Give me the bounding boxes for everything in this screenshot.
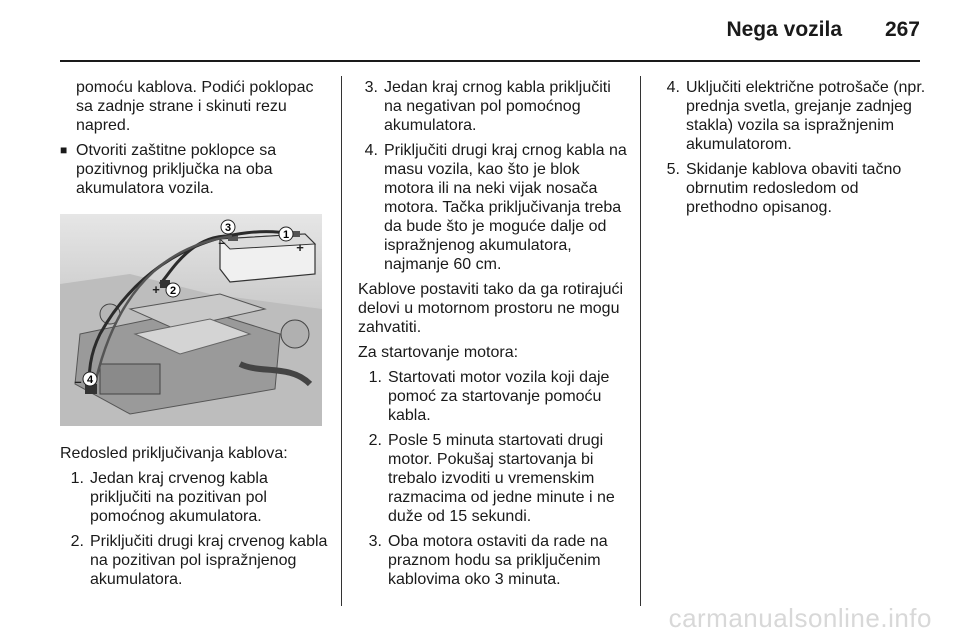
column-divider xyxy=(640,76,641,606)
steps-intro: Redosled priključivanja kablova: xyxy=(60,445,288,462)
plus-sign: + xyxy=(296,240,304,255)
list-item xyxy=(362,368,630,425)
page-header xyxy=(0,0,960,60)
list-item xyxy=(362,431,630,526)
start-engine-title: Za startovanje motora: xyxy=(358,344,519,361)
bullet-item xyxy=(60,141,328,198)
step-number: 3. xyxy=(364,79,378,96)
column-divider xyxy=(341,76,342,606)
watermark-text: carmanualsonline.info xyxy=(668,603,932,633)
figure-label: 1 xyxy=(282,229,290,241)
figure-label: 2 xyxy=(169,285,177,297)
list-item xyxy=(660,78,928,154)
column-right xyxy=(660,78,928,223)
step-number: 3. xyxy=(368,533,382,550)
plus-sign: + xyxy=(152,282,160,297)
step-number: 1. xyxy=(70,470,84,487)
figure-label: 3 xyxy=(224,222,232,234)
step-text: Priključiti drugi kraj crvenog kabla na pozitivan pol ispražnjenog akumulatora. xyxy=(90,533,328,588)
list-item xyxy=(64,532,328,589)
list-item xyxy=(358,141,630,274)
minus-sign: – xyxy=(74,374,82,389)
connection-steps xyxy=(60,469,328,589)
list-item xyxy=(358,78,630,135)
step-number: 2. xyxy=(70,533,84,550)
step-number: 4. xyxy=(364,142,378,159)
page-number: 267 xyxy=(884,18,920,41)
step-number: 2. xyxy=(368,432,382,449)
step-text: Jedan kraj crvenog kabla priključiti na pozitivan pol pomoćnog akumulatora. xyxy=(90,470,268,525)
step-text: Posle 5 minuta startovati drugi motor. Pokušaj startovanja bi trebalo izvoditi u vremenskim razmacima od jedne minute i ne duže od 15 sekundi. xyxy=(388,432,615,525)
step-text: Jedan kraj crnog kabla priključiti na negativan pol pomoćnog akumulatora. xyxy=(384,79,611,134)
step-text: Oba motora ostaviti da rade na praznom hodu sa priključenim kablovima oko 3 minuta. xyxy=(388,533,608,588)
connection-steps-continued xyxy=(358,78,630,274)
header-title: Nega vozila xyxy=(726,18,842,41)
step-number: 5. xyxy=(666,161,680,178)
list-item xyxy=(362,532,630,589)
column-left xyxy=(60,78,328,595)
minus-sign: – xyxy=(218,235,226,250)
step-text: Priključiti drugi kraj crnog kabla na masu vozila, kao što je blok motora ili na neki vijak nosača motora. Tačka priključivanja treba da bude što je moguće dalje od ispražnjenog akumulatora, najmanje 60 cm. xyxy=(384,142,627,273)
step-number: 4. xyxy=(666,79,680,96)
list-item xyxy=(64,469,328,526)
step-number: 1. xyxy=(368,369,382,386)
step-text: Skidanje kablova obaviti tačno obrnutim redosledom od prethodno opisanog. xyxy=(686,161,902,216)
step-text: Startovati motor vozila koji daje pomoć za startovanje pomoću kabla. xyxy=(388,369,610,424)
square-bullet-icon: ■ xyxy=(60,143,68,157)
jump-start-illustration xyxy=(60,214,322,426)
engine-bay-drawing xyxy=(60,214,322,426)
bullet-text: Otvoriti zaštitne poklopce sa pozitivnog priključka na oba akumulatora vozila. xyxy=(76,142,277,197)
figure-label: 4 xyxy=(86,374,94,386)
cable-placement-text: Kablove postaviti tako da ga rotirajući delovi u motornom prostoru ne mogu zahvatiti. xyxy=(358,281,624,336)
header-divider xyxy=(60,60,920,62)
continuation-text: pomoću kablova. Podići poklopac sa zadnje strane i skinuti rezu napred. xyxy=(76,79,314,134)
list-item xyxy=(660,160,928,217)
start-steps xyxy=(358,368,630,589)
step-text: Uključiti električne potrošače (npr. prednja svetla, grejanje zadnjeg stakla) vozila sa ispražnjenim akumulatorom. xyxy=(686,79,926,153)
column-middle xyxy=(358,78,630,595)
start-steps-continued xyxy=(660,78,928,217)
